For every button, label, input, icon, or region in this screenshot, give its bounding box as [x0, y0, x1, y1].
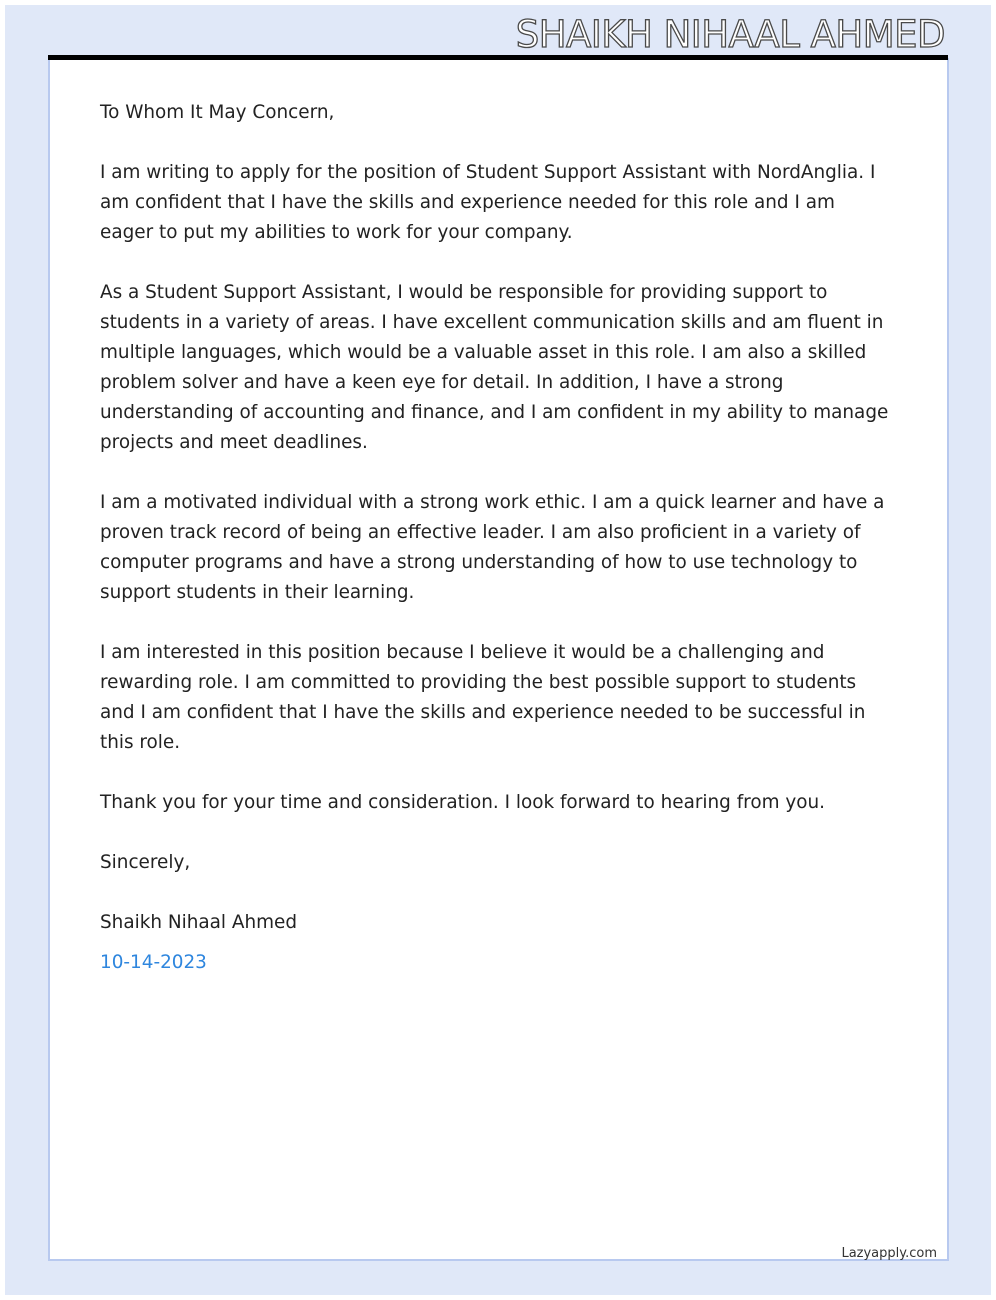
- letter-body: [100, 98, 890, 978]
- closing: Sincerely,: [100, 852, 191, 873]
- header-name: SHAIKH NIHAAL AHMED: [515, 13, 945, 56]
- paragraph-interest: I am interested in this position because I believe it would be a challenging and rewarding role. I am committed to providing the best possible support to students and I am confident that I have the skills and experience needed to be successful in this role.: [100, 642, 866, 753]
- paragraph-thanks: Thank you for your time and consideration. I look forward to hearing from you.: [100, 792, 825, 813]
- signer-name: Shaikh Nihaal Ahmed: [100, 912, 298, 933]
- footer-brand: Lazyapply.com: [841, 1246, 937, 1261]
- paragraph-intro: I am writing to apply for the position of Student Support Assistant with NordAnglia. I am confident that I have the skills and experience needed for this role and I am eager to put my abilities to work for your company.: [100, 162, 876, 243]
- letter-date: 10-14-2023: [100, 952, 207, 973]
- paragraph-qualities: I am a motivated individual with a strong work ethic. I am a quick learner and have a proven track record of being an effective leader. I am also proficient in a variety of computer programs and have a strong understanding of how to use technology to support students in their learning.: [100, 492, 885, 603]
- salutation: To Whom It May Concern,: [100, 102, 335, 123]
- paragraph-responsibilities: As a Student Support Assistant, I would be responsible for providing support to students in a variety of areas. I have excellent communication skills and am fluent in multiple languages, which would be a valuable asset in this role. I am also a skilled problem solver and have a keen eye for detail. In addition, I have a strong understanding of accounting and finance, and I am confident in my ability to manage projects and meet deadlines.: [100, 282, 889, 453]
